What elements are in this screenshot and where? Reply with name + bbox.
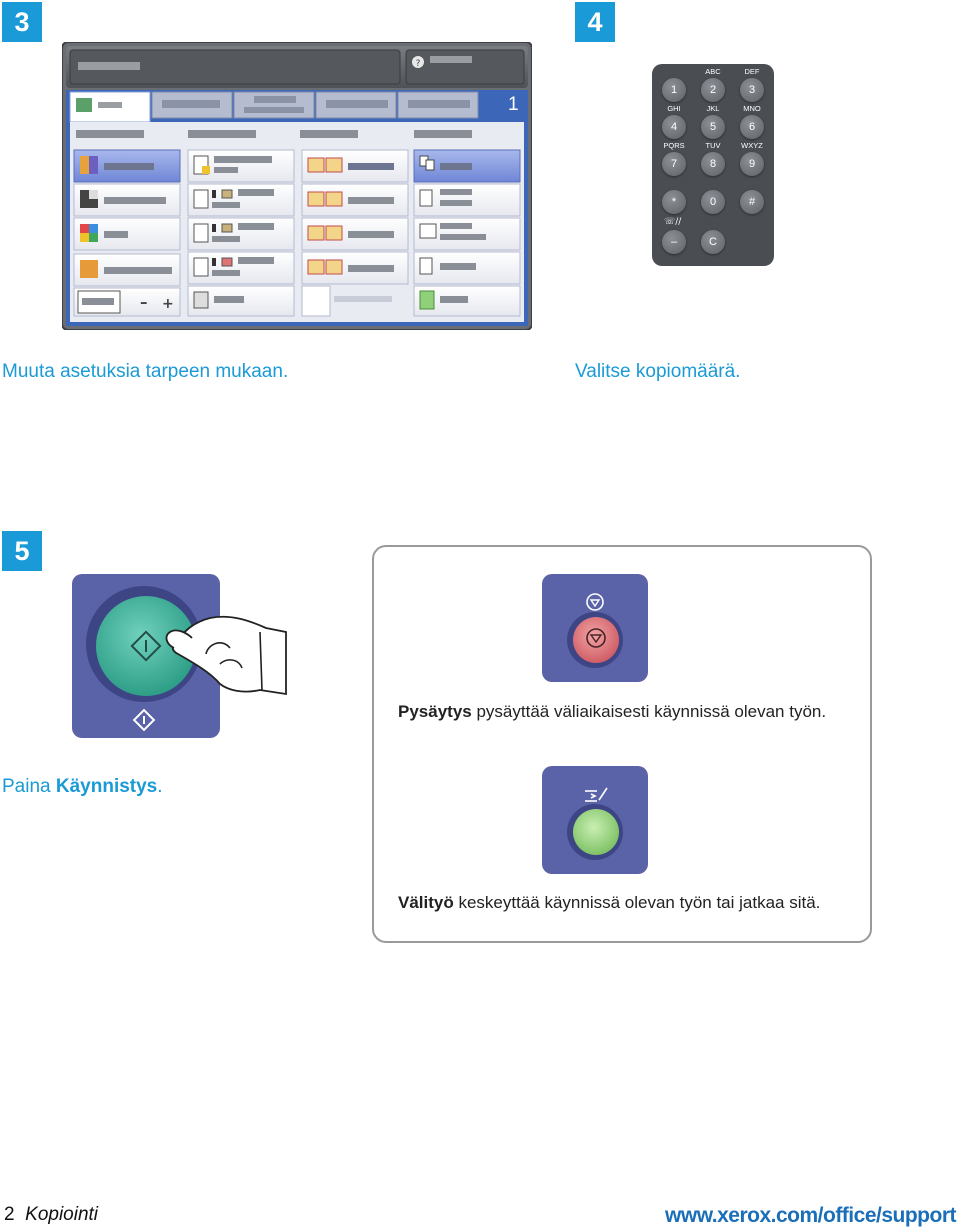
interrupt-description: [398, 893, 820, 913]
step-5-caption: [2, 776, 163, 798]
keypad-key-9[interactable]: 9: [740, 152, 764, 176]
stop-description-text: pysäyttää väliaikaisesti käynnissä olevan työn.: [471, 702, 827, 721]
interrupt-description-text: keskeyttää käynnissä olevan työn tai jatkaa sitä.: [453, 893, 821, 912]
page-footer-left: [4, 1204, 98, 1226]
tab-count-badge: 1: [508, 94, 519, 115]
dial-pause-icon: ☏//: [664, 217, 682, 227]
keypad-key-star[interactable]: *: [662, 190, 686, 214]
page-number: 2: [4, 1204, 15, 1225]
keypad-letters-def: DEF: [744, 67, 760, 76]
support-url-link[interactable]: www.xerox.com/office/support: [665, 1204, 956, 1227]
keypad-key-7[interactable]: 7: [662, 152, 686, 176]
step-3-number: 3: [2, 2, 42, 42]
keypad-key-6[interactable]: 6: [740, 115, 764, 139]
keypad-key-0[interactable]: 0: [701, 190, 725, 214]
keypad-key-3[interactable]: 3: [740, 78, 764, 102]
keypad-key-hash[interactable]: #: [740, 190, 764, 214]
start-button-illustration: [70, 572, 292, 740]
keypad-letters-tuv: TUV: [705, 141, 721, 150]
step-5-caption-prefix: Paina: [2, 776, 56, 797]
start-button-name: Käynnistys: [55, 776, 158, 797]
keypad-key-dash[interactable]: –: [662, 230, 686, 254]
keypad-letters-pqrs: PQRS: [663, 141, 685, 150]
stop-button-name: Pysäytys: [398, 702, 472, 721]
keypad-letters-jkl: JKL: [706, 104, 720, 113]
keypad-key-2[interactable]: 2: [701, 78, 725, 102]
interrupt-button-illustration: [542, 766, 648, 876]
copy-touchscreen-illustration: [62, 42, 532, 330]
step-5-number: 5: [2, 531, 42, 571]
keypad-key-c[interactable]: C: [701, 230, 725, 254]
keypad-letters-wxyz: WXYZ: [741, 141, 763, 150]
interrupt-button-name: Välityö: [398, 893, 454, 912]
stop-description: [398, 702, 826, 722]
keypad-key-5[interactable]: 5: [701, 115, 725, 139]
keypad-key-1[interactable]: 1: [662, 78, 686, 102]
keypad-key-4[interactable]: 4: [662, 115, 686, 139]
step-4-number: 4: [575, 2, 615, 42]
step-3-caption: Muuta asetuksia tarpeen mukaan.: [2, 361, 289, 382]
keypad-letters-abc: ABC: [705, 67, 721, 76]
stop-button-illustration: [542, 574, 648, 684]
keypad-letters-ghi: GHI: [667, 104, 681, 113]
keypad-key-8[interactable]: 8: [701, 152, 725, 176]
numeric-keypad: [652, 64, 774, 266]
svg-text:?: ?: [415, 59, 421, 69]
step-4-caption: Valitse kopiomäärä.: [575, 361, 741, 382]
svg-text:–: –: [140, 293, 148, 311]
section-name: Kopiointi: [25, 1204, 99, 1225]
svg-text:+: +: [162, 296, 174, 312]
keypad-letters-mno: MNO: [743, 104, 761, 113]
step-5-caption-suffix: .: [157, 776, 163, 797]
